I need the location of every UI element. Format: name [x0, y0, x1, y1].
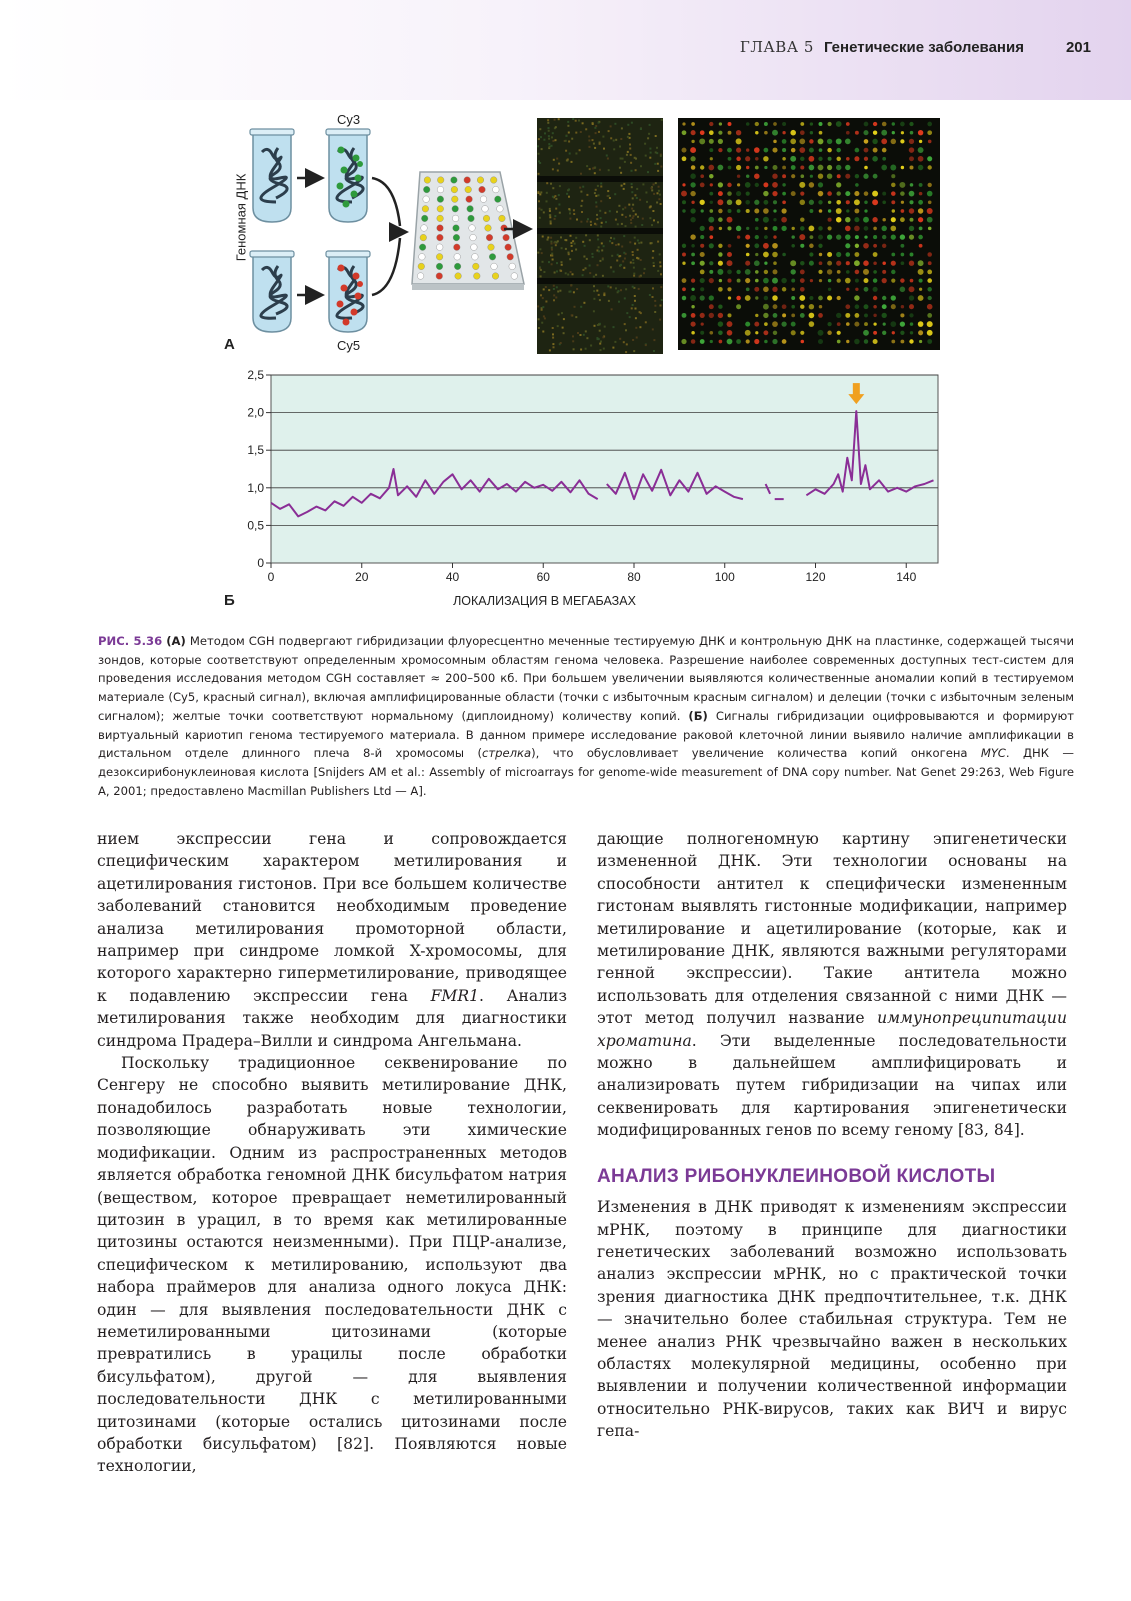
chapter-title: Генетические заболевания [823, 39, 1024, 56]
caption-label: РИС. 5.36 [98, 634, 163, 648]
gene-fmr1: FMR1 [430, 986, 480, 1005]
right-column [597, 828, 1067, 1443]
figure-caption: РИС. 5.36 (А) Методом CGH подвергают гибридизации флуоресцентно меченные тестируемую ДНК и контрольную ДНК на пластинке, содержащей тысячи зондов, которые соответствуют определенным хромосомным областям генома человека. Разрешение наиболее современных доступных тест-систем для проведения исследования методом CGH составляет ≈ 200–500 кб. При большем увеличении выявляются количественные аномалии копий в тестируемом материале (Cy5, красный сигнал), включая амплифицированные области (точки с избыточным красным сигналом) и делеции (точки с избыточным зеленым сигналом); желтые точки соответствуют нормальному (диплоидному) количеству копий. (Б) Сигналы гибридизации оцифровываются и формируют виртуальный кариотип генома тестируемого материала. В данном примере исследование раковой клеточной линии выявило наличие амплификации в дистальном отделе длинного плеча 8-й хромосомы (стрелка), что обусловливает увеличение количества копий онкогена MYC. ДНК — дезоксирибонуклеиновая кислота [Snijders AM et al.: Assembly of microarrays for genome-wide measurement of DNA copy number. Nat Genet 29:263, Web Figure A, 2001; предоставлено Macmillan Publishers Ltd — A]. [98, 634, 1075, 798]
y-tick-label: 2,0 [247, 405, 264, 420]
x-tick-label: 40 [445, 570, 460, 584]
left-p1-text-a: нием экспрессии гена и сопровождается специфическим характером метилирования и ацетилирования гистонов. При все большем количестве заболеваний становится необходимым проведение анализа метилирования промоторной области, например при синдроме ломкой X-хромосомы, для которого характерно гиперметилирование, приводящее к подавлению экспрессии гена [97, 830, 567, 1005]
caption-text-b3: . ДНК — дезоксирибонуклеиновая кислота [Snijders AM et al.: Assembly of microarrays for genome-wide measurement of DNA copy number. Nat Genet 29:263, Web Figure A, 2001; предоставлено Macmillan Publishers Ltd — A]. [98, 746, 1074, 798]
y-tick-label: 1,5 [247, 443, 264, 458]
right-p1-text-a: дающие полногеномную картину эпигенетически измененной ДНК. Эти технологии основаны на способности антител к специфически измененным гистонам выявлять гистонные модификации, например метилирование и ацетилирование (которые, как и метилирование ДНК, являются важными регуляторами генной экспрессии). Такие антитела можно использовать для отделения связанной с ними ДНК — этот метод получил название [597, 830, 1067, 1028]
left-column [97, 828, 567, 1478]
caption-text-b2: ), что обусловливает увеличение количества копий онкогена [531, 746, 981, 761]
x-tick-label: 100 [714, 570, 735, 584]
y-tick-label: 1,0 [247, 480, 264, 495]
right-paragraph-2: Изменения в ДНК приводят к изменениям экспрессии мРНК, поэтому в принципе для диагностики генетических заболеваний возможно использовать анализ экспрессии мРНК, но с практической точки зрения диагностика ДНК предпочтительнее, т.к. ДНК — значительно более стабильная структура. Тем не менее анализ РНК чрезвычайно важен в нескольких областях молекулярной медицины, особенно при выявлении и получении количественной информации относительно РНК-вирусов, таких как ВИЧ и вирус гепа- [597, 1198, 1067, 1441]
cy5-label: Cy5 [337, 338, 361, 353]
x-axis-label: ЛОКАЛИЗАЦИЯ В МЕГАБАЗАХ [453, 594, 636, 608]
panel-a-letter: А [224, 336, 235, 353]
cy3-label: Cy3 [337, 112, 361, 127]
right-p1-text-b: . Эти выделенные последовательности можно в дальнейшем амплифицировать и анализировать путем гибридизации на чипах или секвенировать для картирования эпигенетически модифицированных генов по всему геному [83, 84]. [597, 1031, 1067, 1140]
left-paragraph-1 [97, 828, 567, 1052]
caption-gene: MYC [980, 746, 1006, 761]
x-tick-label: 140 [896, 570, 917, 584]
y-tick-label: 0 [257, 556, 264, 570]
x-tick-label: 120 [805, 570, 826, 584]
caption-arrow-word: стрелка [481, 746, 532, 761]
x-tick-label: 60 [536, 570, 550, 584]
caption-text-b1: Сигналы гибридизации оцифровываются и формируют виртуальный кариотип генома тестируемого материала. В данном примере исследование раковой клеточной линии выявило наличие амплификации в дистальном отделе длинного плеча 8-й хромосомы ( [98, 708, 1075, 761]
x-tick-label: 80 [627, 570, 641, 584]
page-number: 201 [1065, 39, 1091, 56]
x-tick-label: 20 [355, 570, 369, 584]
chapter-label: ГЛАВА 5 [739, 38, 814, 56]
right-paragraph-1 [597, 828, 1067, 1142]
section-title: АНАЛИЗ РИБОНУКЛЕИНОВОЙ КИСЛОТЫ [597, 1165, 996, 1187]
left-paragraph-2: Поскольку традиционное секвенирование по Сенгеру не способно выявить метилирование ДНК, понадобилось разработать новые технологии, позволяющие обнаруживать эти химические модификации. Одним из распространенных методов является обработка геномной ДНК бисульфатом натрия (веществом, которое превращает неметилированный цитозин в урацил, в то время как метилированные цитозины остаются неизменными). При ПЦР-анализе, специфическом к метилированию, используют два набора праймеров для анализа одного локуса ДНК: один — для выявления последовательности ДНК с неметилированными цитозинами (которые превратились в урацилы после обработки бисульфатом), другой — для выявления последовательности ДНК с метилированными цитозинами (которые остались цитозинами после обработки бисульфатом) [82]. Появляются новые технологии, [97, 1054, 567, 1476]
copy-number-chart [0, 0, 1131, 620]
y-tick-label: 0,5 [247, 518, 264, 533]
chart-plot-area [271, 375, 938, 563]
left-p1-text-b: . Анализ метилирования также необходим для диагностики синдрома Прадера–Вилли и синдрома Ангельмана. [97, 986, 567, 1050]
panel-b-letter: Б [224, 592, 235, 609]
caption-text-a: Методом CGH подвергают гибридизации флуоресцентно меченные тестируемую ДНК и контрольную ДНК на пластинке, содержащей тысячи зондов, которые соответствуют определенным хромосомным областям генома человека. Разрешение наиболее современных доступных тест-систем для проведения исследования методом CGH составляет ≈ 200–500 кб. При большем увеличении выявляются количественные аномалии копий в тестируемом материале (Cy5, красный сигнал), включая амплифицированные области (точки с избыточным красным сигналом) и делеции (точки с избыточным зеленым сигналом); желтые точки соответствуют нормальному (диплоидному) количеству копий. [98, 634, 1074, 723]
y-tick-label: 2,5 [247, 368, 264, 382]
figure-5-36 [0, 0, 1131, 620]
x-tick-label: 0 [267, 570, 275, 584]
term-chip: иммунопреципитации хроматина [597, 1009, 1067, 1050]
genomic-dna-label: Геномная ДНК [233, 173, 249, 262]
